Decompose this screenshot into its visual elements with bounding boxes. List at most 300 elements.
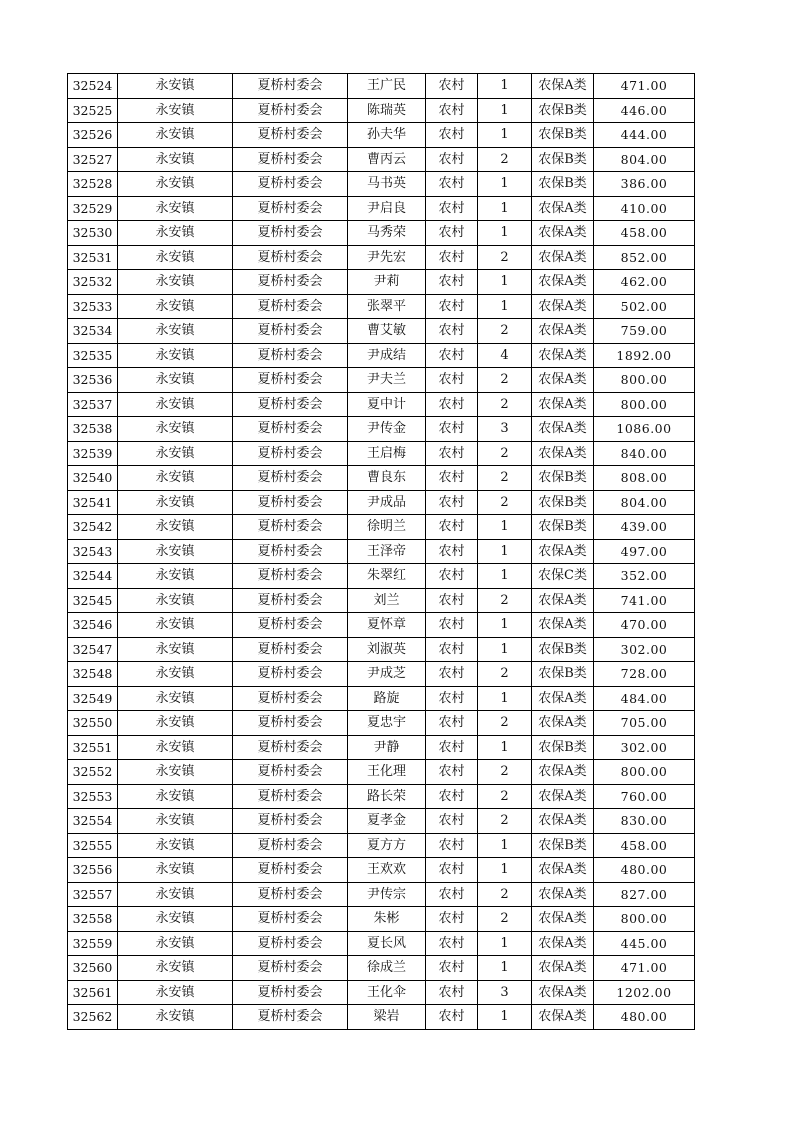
record-id-cell: 32560: [68, 956, 118, 981]
record-id-cell: 32538: [68, 417, 118, 442]
name-cell: 路长荣: [348, 784, 426, 809]
table-row: [68, 441, 695, 466]
insurance-category-cell: 农保A类: [532, 980, 594, 1005]
record-id-cell: 32534: [68, 319, 118, 344]
village-committee-cell: 夏桥村委会: [233, 784, 348, 809]
table-row: [68, 319, 695, 344]
name-cell: 陈瑞英: [348, 98, 426, 123]
person-count-cell: 1: [478, 294, 532, 319]
person-count-cell: 2: [478, 784, 532, 809]
insurance-category-cell: 农保B类: [532, 637, 594, 662]
insurance-category-cell: 农保A类: [532, 907, 594, 932]
village-committee-cell: 夏桥村委会: [233, 466, 348, 491]
insurance-category-cell: 农保B类: [532, 490, 594, 515]
household-type-cell: 农村: [426, 686, 478, 711]
record-id-cell: 32524: [68, 74, 118, 99]
insurance-category-cell: 农保B类: [532, 466, 594, 491]
record-id-cell: 32528: [68, 172, 118, 197]
name-cell: 王启梅: [348, 441, 426, 466]
insurance-category-cell: 农保B类: [532, 515, 594, 540]
village-committee-cell: 夏桥村委会: [233, 196, 348, 221]
insurance-category-cell: 农保B类: [532, 98, 594, 123]
household-type-cell: 农村: [426, 784, 478, 809]
person-count-cell: 2: [478, 147, 532, 172]
insurance-category-cell: 农保A类: [532, 588, 594, 613]
table-row: [68, 882, 695, 907]
record-id-cell: 32546: [68, 613, 118, 638]
record-id-cell: 32535: [68, 343, 118, 368]
household-type-cell: 农村: [426, 956, 478, 981]
person-count-cell: 1: [478, 637, 532, 662]
household-type-cell: 农村: [426, 980, 478, 1005]
amount-cell: 445.00: [594, 931, 695, 956]
amount-cell: 444.00: [594, 123, 695, 148]
record-id-cell: 32540: [68, 466, 118, 491]
insurance-category-cell: 农保B类: [532, 147, 594, 172]
village-committee-cell: 夏桥村委会: [233, 123, 348, 148]
household-type-cell: 农村: [426, 392, 478, 417]
record-id-cell: 32527: [68, 147, 118, 172]
name-cell: 夏中计: [348, 392, 426, 417]
name-cell: 尹先宏: [348, 245, 426, 270]
record-id-cell: 32561: [68, 980, 118, 1005]
village-committee-cell: 夏桥村委会: [233, 735, 348, 760]
person-count-cell: 1: [478, 123, 532, 148]
village-committee-cell: 夏桥村委会: [233, 980, 348, 1005]
person-count-cell: 1: [478, 956, 532, 981]
household-type-cell: 农村: [426, 760, 478, 785]
village-committee-cell: 夏桥村委会: [233, 417, 348, 442]
household-type-cell: 农村: [426, 441, 478, 466]
insurance-category-cell: 农保A类: [532, 613, 594, 638]
person-count-cell: 3: [478, 417, 532, 442]
town-cell: 永安镇: [118, 245, 233, 270]
table-row: [68, 858, 695, 883]
name-cell: 夏方方: [348, 833, 426, 858]
town-cell: 永安镇: [118, 980, 233, 1005]
household-type-cell: 农村: [426, 809, 478, 834]
record-id-cell: 32526: [68, 123, 118, 148]
village-committee-cell: 夏桥村委会: [233, 564, 348, 589]
insurance-category-cell: 农保A类: [532, 784, 594, 809]
record-id-cell: 32541: [68, 490, 118, 515]
town-cell: 永安镇: [118, 1005, 233, 1030]
town-cell: 永安镇: [118, 490, 233, 515]
name-cell: 刘淑英: [348, 637, 426, 662]
person-count-cell: 2: [478, 368, 532, 393]
town-cell: 永安镇: [118, 613, 233, 638]
person-count-cell: 1: [478, 833, 532, 858]
household-type-cell: 农村: [426, 613, 478, 638]
village-committee-cell: 夏桥村委会: [233, 686, 348, 711]
person-count-cell: 2: [478, 882, 532, 907]
village-committee-cell: 夏桥村委会: [233, 294, 348, 319]
town-cell: 永安镇: [118, 735, 233, 760]
village-committee-cell: 夏桥村委会: [233, 882, 348, 907]
person-count-cell: 2: [478, 441, 532, 466]
insurance-category-cell: 农保A类: [532, 711, 594, 736]
town-cell: 永安镇: [118, 417, 233, 442]
table-row: [68, 270, 695, 295]
person-count-cell: 1: [478, 931, 532, 956]
town-cell: 永安镇: [118, 98, 233, 123]
record-id-cell: 32539: [68, 441, 118, 466]
town-cell: 永安镇: [118, 882, 233, 907]
amount-cell: 800.00: [594, 368, 695, 393]
town-cell: 永安镇: [118, 147, 233, 172]
name-cell: 尹夫兰: [348, 368, 426, 393]
amount-cell: 471.00: [594, 956, 695, 981]
household-type-cell: 农村: [426, 490, 478, 515]
household-type-cell: 农村: [426, 368, 478, 393]
amount-cell: 480.00: [594, 1005, 695, 1030]
household-type-cell: 农村: [426, 123, 478, 148]
table-row: [68, 74, 695, 99]
record-id-cell: 32551: [68, 735, 118, 760]
table-row: [68, 343, 695, 368]
household-type-cell: 农村: [426, 270, 478, 295]
village-committee-cell: 夏桥村委会: [233, 343, 348, 368]
insurance-category-cell: 农保A类: [532, 221, 594, 246]
person-count-cell: 1: [478, 1005, 532, 1030]
table-row: [68, 123, 695, 148]
household-type-cell: 农村: [426, 1005, 478, 1030]
household-type-cell: 农村: [426, 907, 478, 932]
record-id-cell: 32529: [68, 196, 118, 221]
person-count-cell: 1: [478, 221, 532, 246]
village-committee-cell: 夏桥村委会: [233, 637, 348, 662]
person-count-cell: 2: [478, 588, 532, 613]
record-id-cell: 32549: [68, 686, 118, 711]
household-type-cell: 农村: [426, 466, 478, 491]
name-cell: 王化理: [348, 760, 426, 785]
town-cell: 永安镇: [118, 343, 233, 368]
table-row: [68, 466, 695, 491]
household-type-cell: 农村: [426, 931, 478, 956]
amount-cell: 480.00: [594, 858, 695, 883]
table-row: [68, 980, 695, 1005]
household-type-cell: 农村: [426, 294, 478, 319]
name-cell: 徐明兰: [348, 515, 426, 540]
name-cell: 夏忠宇: [348, 711, 426, 736]
name-cell: 王广民: [348, 74, 426, 99]
person-count-cell: 1: [478, 686, 532, 711]
table-row: [68, 662, 695, 687]
record-id-cell: 32543: [68, 539, 118, 564]
record-id-cell: 32558: [68, 907, 118, 932]
household-type-cell: 农村: [426, 74, 478, 99]
town-cell: 永安镇: [118, 123, 233, 148]
record-id-cell: 32552: [68, 760, 118, 785]
village-committee-cell: 夏桥村委会: [233, 833, 348, 858]
town-cell: 永安镇: [118, 637, 233, 662]
record-id-cell: 32536: [68, 368, 118, 393]
name-cell: 张翠平: [348, 294, 426, 319]
person-count-cell: 2: [478, 662, 532, 687]
table-row: [68, 564, 695, 589]
household-type-cell: 农村: [426, 588, 478, 613]
insurance-category-cell: 农保A类: [532, 1005, 594, 1030]
town-cell: 永安镇: [118, 931, 233, 956]
record-id-cell: 32525: [68, 98, 118, 123]
person-count-cell: 1: [478, 74, 532, 99]
table-row: [68, 637, 695, 662]
person-count-cell: 2: [478, 392, 532, 417]
table-row: [68, 539, 695, 564]
name-cell: 王欢欢: [348, 858, 426, 883]
amount-cell: 728.00: [594, 662, 695, 687]
person-count-cell: 1: [478, 515, 532, 540]
household-type-cell: 农村: [426, 98, 478, 123]
amount-cell: 386.00: [594, 172, 695, 197]
name-cell: 马书英: [348, 172, 426, 197]
insurance-category-cell: 农保A类: [532, 441, 594, 466]
village-committee-cell: 夏桥村委会: [233, 221, 348, 246]
insurance-category-cell: 农保A类: [532, 931, 594, 956]
name-cell: 尹成芝: [348, 662, 426, 687]
town-cell: 永安镇: [118, 74, 233, 99]
amount-cell: 852.00: [594, 245, 695, 270]
amount-cell: 804.00: [594, 490, 695, 515]
village-committee-cell: 夏桥村委会: [233, 74, 348, 99]
table-row: [68, 98, 695, 123]
name-cell: 王化伞: [348, 980, 426, 1005]
household-type-cell: 农村: [426, 319, 478, 344]
person-count-cell: 1: [478, 172, 532, 197]
village-committee-cell: 夏桥村委会: [233, 956, 348, 981]
town-cell: 永安镇: [118, 270, 233, 295]
record-id-cell: 32544: [68, 564, 118, 589]
village-committee-cell: 夏桥村委会: [233, 931, 348, 956]
person-count-cell: 1: [478, 539, 532, 564]
name-cell: 路旋: [348, 686, 426, 711]
town-cell: 永安镇: [118, 294, 233, 319]
town-cell: 永安镇: [118, 833, 233, 858]
village-committee-cell: 夏桥村委会: [233, 539, 348, 564]
amount-cell: 705.00: [594, 711, 695, 736]
town-cell: 永安镇: [118, 368, 233, 393]
table-row: [68, 907, 695, 932]
table-row: [68, 956, 695, 981]
name-cell: 曹丙云: [348, 147, 426, 172]
insurance-category-cell: 农保A类: [532, 270, 594, 295]
table-row: [68, 245, 695, 270]
village-committee-cell: 夏桥村委会: [233, 588, 348, 613]
amount-cell: 302.00: [594, 735, 695, 760]
village-committee-cell: 夏桥村委会: [233, 319, 348, 344]
amount-cell: 800.00: [594, 760, 695, 785]
name-cell: 孙夫华: [348, 123, 426, 148]
person-count-cell: 2: [478, 490, 532, 515]
name-cell: 徐成兰: [348, 956, 426, 981]
village-committee-cell: 夏桥村委会: [233, 172, 348, 197]
amount-cell: 470.00: [594, 613, 695, 638]
town-cell: 永安镇: [118, 539, 233, 564]
table-body: [68, 74, 695, 1030]
name-cell: 尹启良: [348, 196, 426, 221]
table-row: [68, 147, 695, 172]
town-cell: 永安镇: [118, 588, 233, 613]
household-type-cell: 农村: [426, 564, 478, 589]
name-cell: 王泽帝: [348, 539, 426, 564]
person-count-cell: 1: [478, 98, 532, 123]
town-cell: 永安镇: [118, 784, 233, 809]
household-type-cell: 农村: [426, 711, 478, 736]
table-row: [68, 760, 695, 785]
amount-cell: 760.00: [594, 784, 695, 809]
insurance-category-cell: 农保A类: [532, 539, 594, 564]
person-count-cell: 2: [478, 809, 532, 834]
name-cell: 刘兰: [348, 588, 426, 613]
table-row: [68, 368, 695, 393]
town-cell: 永安镇: [118, 172, 233, 197]
insurance-category-cell: 农保A类: [532, 245, 594, 270]
amount-cell: 741.00: [594, 588, 695, 613]
table-row: [68, 784, 695, 809]
household-type-cell: 农村: [426, 637, 478, 662]
table-row: [68, 833, 695, 858]
name-cell: 曹良东: [348, 466, 426, 491]
record-id-cell: 32537: [68, 392, 118, 417]
name-cell: 尹传宗: [348, 882, 426, 907]
amount-cell: 352.00: [594, 564, 695, 589]
record-id-cell: 32555: [68, 833, 118, 858]
insurance-category-cell: 农保B类: [532, 123, 594, 148]
village-committee-cell: 夏桥村委会: [233, 1005, 348, 1030]
person-count-cell: 2: [478, 760, 532, 785]
record-id-cell: 32562: [68, 1005, 118, 1030]
name-cell: 朱翠红: [348, 564, 426, 589]
record-id-cell: 32533: [68, 294, 118, 319]
insurance-category-cell: 农保A类: [532, 196, 594, 221]
table-row: [68, 221, 695, 246]
table-row: [68, 515, 695, 540]
amount-cell: 462.00: [594, 270, 695, 295]
household-type-cell: 农村: [426, 858, 478, 883]
name-cell: 曹艾敏: [348, 319, 426, 344]
amount-cell: 458.00: [594, 833, 695, 858]
household-type-cell: 农村: [426, 147, 478, 172]
household-type-cell: 农村: [426, 343, 478, 368]
village-committee-cell: 夏桥村委会: [233, 711, 348, 736]
town-cell: 永安镇: [118, 711, 233, 736]
person-count-cell: 1: [478, 735, 532, 760]
table-row: [68, 1005, 695, 1030]
household-type-cell: 农村: [426, 662, 478, 687]
table-row: [68, 711, 695, 736]
person-count-cell: 2: [478, 711, 532, 736]
amount-cell: 497.00: [594, 539, 695, 564]
amount-cell: 759.00: [594, 319, 695, 344]
record-id-cell: 32550: [68, 711, 118, 736]
town-cell: 永安镇: [118, 686, 233, 711]
record-id-cell: 32547: [68, 637, 118, 662]
village-committee-cell: 夏桥村委会: [233, 245, 348, 270]
household-type-cell: 农村: [426, 172, 478, 197]
town-cell: 永安镇: [118, 319, 233, 344]
household-type-cell: 农村: [426, 735, 478, 760]
town-cell: 永安镇: [118, 466, 233, 491]
village-committee-cell: 夏桥村委会: [233, 490, 348, 515]
town-cell: 永安镇: [118, 662, 233, 687]
town-cell: 永安镇: [118, 441, 233, 466]
village-committee-cell: 夏桥村委会: [233, 441, 348, 466]
household-type-cell: 农村: [426, 539, 478, 564]
person-count-cell: 4: [478, 343, 532, 368]
insurance-category-cell: 农保A类: [532, 686, 594, 711]
name-cell: 尹成品: [348, 490, 426, 515]
table-row: [68, 392, 695, 417]
town-cell: 永安镇: [118, 392, 233, 417]
amount-cell: 471.00: [594, 74, 695, 99]
insurance-category-cell: 农保A类: [532, 319, 594, 344]
record-id-cell: 32545: [68, 588, 118, 613]
amount-cell: 840.00: [594, 441, 695, 466]
insurance-category-cell: 农保A类: [532, 760, 594, 785]
person-count-cell: 2: [478, 466, 532, 491]
village-committee-cell: 夏桥村委会: [233, 515, 348, 540]
table-row: [68, 196, 695, 221]
person-count-cell: 1: [478, 613, 532, 638]
name-cell: 梁岩: [348, 1005, 426, 1030]
name-cell: 朱彬: [348, 907, 426, 932]
record-id-cell: 32530: [68, 221, 118, 246]
record-id-cell: 32556: [68, 858, 118, 883]
person-count-cell: 2: [478, 319, 532, 344]
town-cell: 永安镇: [118, 760, 233, 785]
insurance-category-cell: 农保C类: [532, 564, 594, 589]
person-count-cell: 3: [478, 980, 532, 1005]
records-table: [67, 73, 695, 1030]
name-cell: 尹成结: [348, 343, 426, 368]
village-committee-cell: 夏桥村委会: [233, 907, 348, 932]
record-id-cell: 32532: [68, 270, 118, 295]
insurance-category-cell: 农保A类: [532, 882, 594, 907]
insurance-category-cell: 农保B类: [532, 735, 594, 760]
insurance-category-cell: 农保B类: [532, 172, 594, 197]
record-id-cell: 32559: [68, 931, 118, 956]
amount-cell: 830.00: [594, 809, 695, 834]
amount-cell: 1086.00: [594, 417, 695, 442]
household-type-cell: 农村: [426, 196, 478, 221]
town-cell: 永安镇: [118, 907, 233, 932]
person-count-cell: 2: [478, 245, 532, 270]
table-row: [68, 294, 695, 319]
amount-cell: 410.00: [594, 196, 695, 221]
household-type-cell: 农村: [426, 515, 478, 540]
table-row: [68, 417, 695, 442]
insurance-category-cell: 农保A类: [532, 294, 594, 319]
village-committee-cell: 夏桥村委会: [233, 662, 348, 687]
household-type-cell: 农村: [426, 417, 478, 442]
household-type-cell: 农村: [426, 245, 478, 270]
household-type-cell: 农村: [426, 882, 478, 907]
village-committee-cell: 夏桥村委会: [233, 368, 348, 393]
amount-cell: 800.00: [594, 392, 695, 417]
amount-cell: 439.00: [594, 515, 695, 540]
town-cell: 永安镇: [118, 196, 233, 221]
insurance-category-cell: 农保A类: [532, 956, 594, 981]
insurance-category-cell: 农保A类: [532, 343, 594, 368]
table-row: [68, 735, 695, 760]
town-cell: 永安镇: [118, 515, 233, 540]
village-committee-cell: 夏桥村委会: [233, 613, 348, 638]
table-row: [68, 809, 695, 834]
village-committee-cell: 夏桥村委会: [233, 270, 348, 295]
town-cell: 永安镇: [118, 809, 233, 834]
name-cell: 夏怀章: [348, 613, 426, 638]
insurance-category-cell: 农保A类: [532, 74, 594, 99]
